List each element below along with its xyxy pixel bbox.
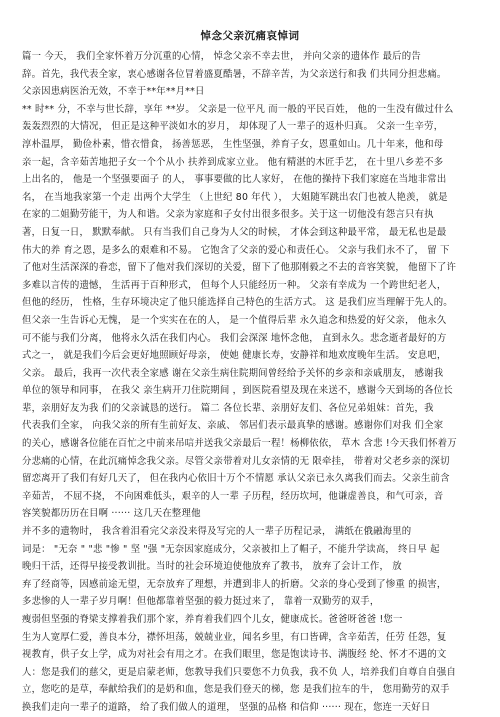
text-line: ** 时** 分，不幸与世长辞，享年 **岁。 父亲是一位平凡 而一般的平民百姓， 他的一生没有做过什么 [22, 103, 454, 115]
text-line: 了他对生活深深的眷恋，留下了他对我们深切的关爱，留下了他那刚毅之不去的音容笑貌， 他留下了许 [22, 262, 457, 274]
text-line: 的关心，感谢各位能在百忙之中前来吊唁并送我父亲最后一程！杨柳依依， 草木 含悲 !今天我们怀着万 [22, 438, 457, 450]
text-line: 伟大的养 育之恩，是多么的艰难和不易。 它饱含了父亲的爱心和责任心。 父亲与我们永不了， 留 下 [22, 244, 450, 256]
text-line: 换我们走向一辈子的道路， 给了我们做人的道理， 坚强的品格 和信仰 ······ 现在，您连一天好日 [22, 701, 431, 713]
document-body [22, 48, 474, 717]
text-line: 容笑貌都历历在目啊 ······ 这几天在整理他 [22, 508, 201, 520]
text-line: 多难以言传的遗憾， 生活再于百种形式， 但每个人只能经历一种。 父亲有幸成为 一个跨世纪老人， [22, 279, 447, 291]
text-line: 分悲痛的心情，在此沉痛悼念我父亲。尽管父亲带着对儿女亲情的无 限牵挂， 带着对父老乡亲的深切 [22, 455, 450, 467]
text-line: 弃了经商等，因感前途无望，无奈放弃了理想，并遭到非人的折磨。父亲的身心受到了惨重 的损害， [22, 578, 447, 590]
text-line: 式之一， 就是我们今后会更好地照顾好母亲， 使她 健康长寿，安静祥和地欢度晚年生活。 安息吧， [22, 350, 447, 362]
text-line: 多悲惨的人一辈子岁月啊！但他都靠着坚强的毅力挺过来了， 靠着一双勤劳的双手， [22, 596, 380, 608]
text-line: 辛茹苦， 不屈不挠， 不向困难低头，艰辛的人一辈 子历程，经历坎坷，他谦虚善良，和气可亲，音 [22, 490, 444, 502]
text-line: 可不能与我们分离， 他将永久活在我们内心。 我们会深深 地怀念他， 直到永久。悲念逝者最好的方 [22, 332, 447, 344]
text-line: 亲一起，含辛茹苦地把子女一个个从小 扶养到成家立业。 他有精湛的木匠手艺， 在十里八乡差不多 [22, 156, 444, 168]
text-line: 单位的领导和同事， 在我父 亲生病开刀住院期间 ，到医院看望及现在来送不，感谢今天到场的各位长 [22, 385, 453, 397]
text-line: 词是： "无奈 " "悲 "惨 " 坚 "强 "无奈因家庭成分，父亲被扣上了帽子，不能升学读高， 终日早 起 [22, 543, 440, 555]
text-line: 淳朴温厚， 勤俭朴素，惜衣惜食， 扬善惩恶， 生性坚强，养育子女，恩重如山。几十年来，他和母 [22, 138, 444, 150]
text-line: 视教育，供子女上学，成为对社会有用之才。在我们眼里，您是饱读诗书、满腹经 纶、怀才不遇的文 [22, 649, 447, 661]
text-line: 但他的经历， 性格，生存环境决定了他只能选择自己特色的生活方式。 这 是我们应当理解于先人的。 [22, 297, 453, 309]
text-line: 人：您是我们的慈父，更是启蒙老师，您教导我们只要您不力负我，我不负 人，培养我们自尊自自强自 [22, 666, 457, 678]
text-line: 父亲。 最后，我再一次代表全家感 谢在父亲生病住院期间曾经给予关怀的乡亲和亲戚朋友， 感谢我 [22, 367, 444, 379]
text-line: 父亲因患病医治无效，不幸于**年**月**日 [22, 86, 205, 98]
text-line: 但父亲一生告诉心无愧， 是一个实实在在的人， 是一个值得后辈 永久追念和热爱的好父亲， 他永久 [22, 314, 447, 326]
text-line: 上出名的， 他是一个坚强要面子 的人， 事事要做的比人家好， 在他的操持下我们家庭在当地非常出 [22, 174, 447, 186]
text-line: 并不多的遗物时， 我含着泪看完父亲没来得及写完的人一辈子历程记录， 满纸在俄融海里的 [22, 526, 412, 538]
text-line: 在家的二姐勤劳能干，为人和谐。父亲为家庭和子女付出很多很多。关于这一切他没有怨言只有执 [22, 209, 434, 221]
text-line: 辞。首先，我代表全家，衷心感谢各位冒着盛夏酷暑，不辞辛苦，为父亲送行和我 们共同分担悲痛。 [22, 68, 447, 80]
text-line: 生为人宽厚仁爱，善良本分，襟怀坦荡，兢兢业业，闻名乡里，有口皆碑，含辛茹苦，任劳 任怨，复 [22, 631, 447, 643]
text-line: 立，您吃的是草，奉献给我们的是奶和血，您是我们登天的梯，您 是我们拉车的牛， 您用勤劳的双手 [22, 684, 450, 696]
text-line: 晚归干活，还得早接受教训批。当时的社会环境迫使他放弃了教书， 放弃了会计工作， 放 [22, 561, 402, 573]
document-title: 悼念父亲沉痛哀悼词 [200, 30, 300, 42]
text-line: 名， 在当地我家第一个走 出两个大学生 （上世纪 80 年代 ）， 大姐随军跳出农门也被人艳羡， 就是 [22, 191, 448, 203]
text-line: 著，日复一日， 默默奉献。 只有当我们自己身为人父的时候， 才体会到这种最平常， 最无私也是最 [22, 226, 447, 238]
text-line: 留恋离开了我们有好几天了， 但在我内心依旧十万个不情愿 承认父亲已永久离我们而去。父亲生前含 [22, 473, 450, 485]
text-line: 篇一 今天， 我们全家怀着万分沉重的心情， 悼念父亲不幸去世， 并向父亲的遗体作 最后的告 [22, 51, 421, 62]
text-line: 辈，亲朋好友为我 们的父亲诚恳的送行。 篇二 各位长辈、亲朋好友们、各位兄弟姐妹：首先，我 [22, 402, 434, 414]
text-line: 瘦弱但坚强的脊梁支撑着我们那个家，养育着我们四个儿女，健康成长。爸爸呀爸爸 !您一 [22, 614, 403, 625]
text-line: 代表我们全家， 向我父亲的所有生前好友、亲戚、 邻居们表示最真挚的感谢。感谢你们对我 们全家 [22, 420, 444, 432]
text-line: 轰轰烈烈的大情况， 但正是这种平淡如水的岁月， 却体现了人一辈子的返朴归真。 父亲一生辛劳， [22, 121, 444, 133]
